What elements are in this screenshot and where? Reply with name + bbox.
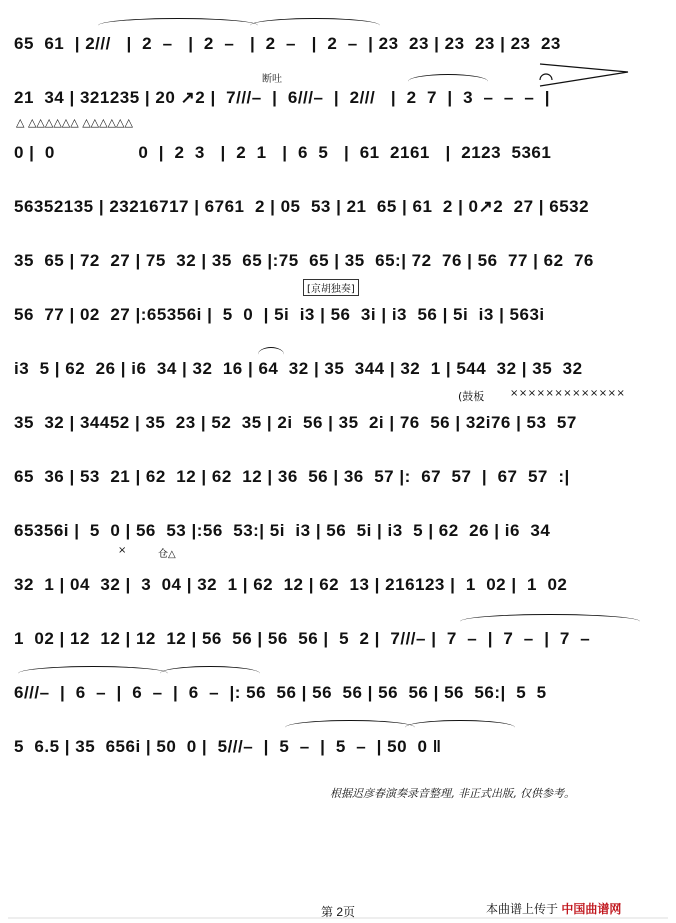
source-note: 根据迟彦春演奏录音整理, 非正式出版, 仅供参考。: [330, 787, 575, 800]
annotation-jinghu: [京胡独奏]: [303, 279, 359, 296]
annotation-guban: (鼓板: [458, 390, 485, 403]
annotation-percussion-x: ×××××××××××××: [510, 388, 626, 399]
footer-site: 中国曲谱网: [561, 902, 622, 916]
upload-footer: [486, 900, 621, 917]
score-line-4: 56352135 | 23216717 | 6761 2 | 05 53 | 21 65 | 61 2 | 0↗2 27 | 6532: [14, 197, 590, 216]
score-line-13: 6///– | 6 – | 6 – | 6 – |: 56 56 | 56 56 | 56 56 | 56 56:| 5 5: [14, 683, 547, 702]
page-number: 第 2页: [320, 905, 355, 919]
score-line-8: 35 32 | 34452 | 35 23 | 52 35 | 2i 56 | 35 2i | 76 56 | 32i76 | 53 57: [14, 413, 577, 432]
score-line-7: i3 5 | 62 26 | i6 34 | 32 16 | 64 32 | 35 344 | 32 1 | 544 32 | 35 32: [14, 359, 583, 378]
score-line-12: 1 02 | 12 12 | 12 12 | 56 56 | 56 56 | 5 2 | 7///– | 7 – | 7 – | 7 –: [14, 629, 591, 648]
score-line-14: 5 6.5 | 35 656i | 50 0 | 5///– | 5 – | 5 – | 50 0 ‖: [14, 737, 442, 756]
score-line-9: 65 36 | 53 21 | 62 12 | 62 12 | 36 56 | 36 57 |: 67 57 | 67 57 :|: [14, 467, 570, 486]
score-line-1: 65 61 | 2/// | 2 – | 2 – | 2 – | 2 – | 23 23 | 23 23 | 23 23: [14, 34, 561, 53]
score-line-2: 21 34 | 321235 | 20 ↗2 | 7///– | 6///– | 2/// | 2 7 | 3 – – – |: [14, 88, 550, 107]
annotation-duantu: 断吐: [262, 74, 282, 85]
annotation-triangles: △ △△△△△△ △△△△△△: [16, 116, 133, 129]
annotation-cang: 仓△: [158, 549, 176, 560]
score-line-3: 0 | 0 0 | 2 3 | 2 1 | 6 5 | 61 2161 | 2123 5361: [14, 143, 552, 162]
score-line-5: 35 65 | 72 27 | 75 32 | 35 65 |:75 65 | 35 65:| 72 76 | 56 77 | 62 76: [14, 251, 594, 270]
score-line-11: 32 1 | 04 32 | 3 04 | 32 1 | 62 12 | 62 13 | 216123 | 1 02 | 1 02: [14, 575, 568, 594]
footer-prefix: 本曲谱上传于: [486, 902, 559, 916]
annotation-x: ×: [118, 545, 127, 556]
score-line-6: 56 77 | 02 27 |:65356i | 5 0 | 5i i3 | 56 3i | i3 56 | 5i i3 | 563i: [14, 305, 545, 324]
score-line-10: 65356i | 5 0 | 56 53 |:56 53:| 5i i3 | 56 5i | i3 5 | 62 26 | i6 34: [14, 521, 551, 540]
